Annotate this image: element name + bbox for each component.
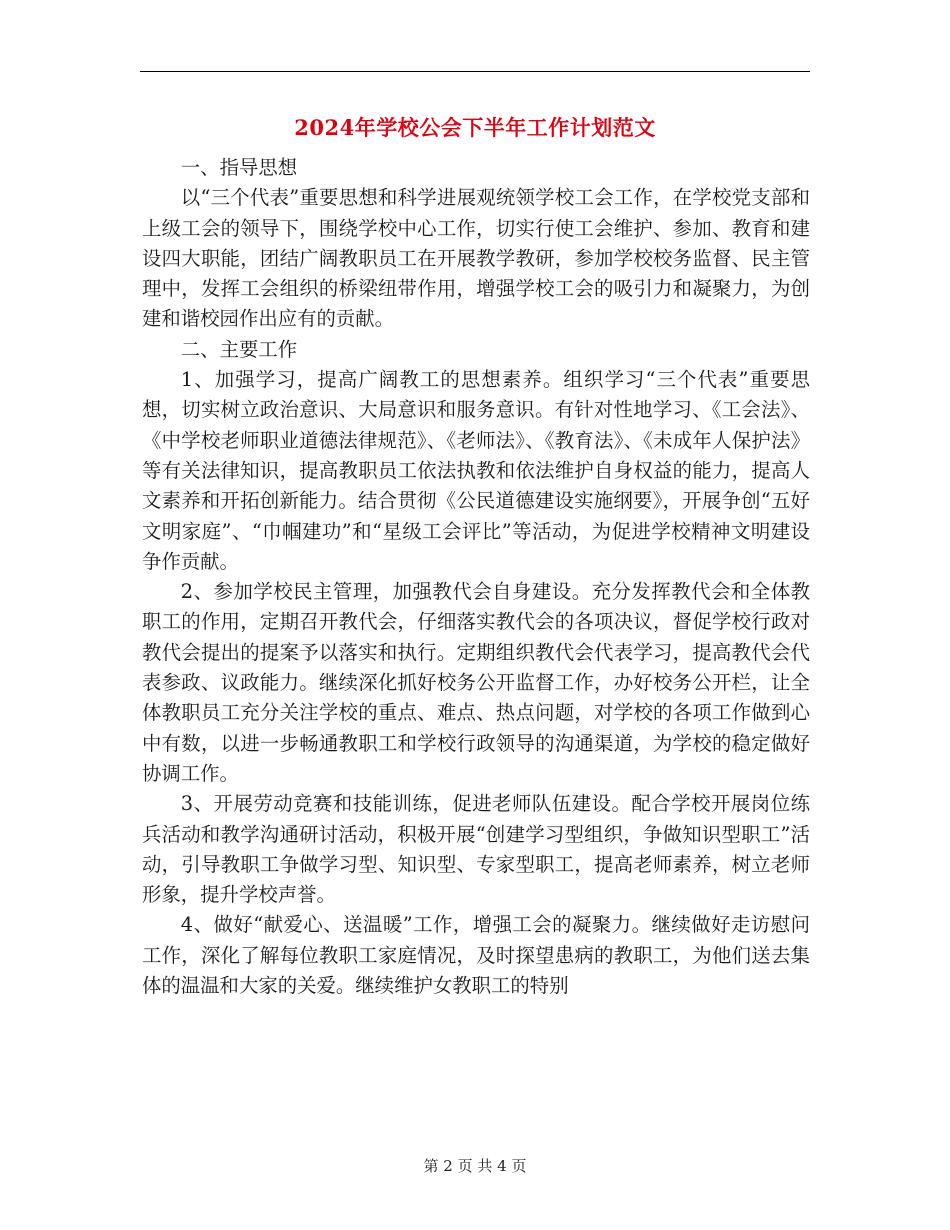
document-title: 2024年学校公会下半年工作计划范文	[294, 115, 656, 140]
header-rule	[140, 71, 810, 72]
paragraph: 以“三个代表”重要思想和科学进展观统领学校工会工作，在学校党支部和上级工会的领导下，围绕学校中心工作，切实行使工会维护、参加、教育和建设四大职能，团结广阔教职员工在开展教学教研，参加学校校务监督、民主管理中，发挥工会组织的桥梁纽带作用，增强学校工会的吸引力和凝聚力，为创建和谐校园作出应有的贡献。	[142, 186, 810, 331]
paragraph: 1、加强学习，提高广阔教工的思想素养。组织学习“三个代表”重要思想，切实树立政治意识、大局意识和服务意识。有针对性地学习、《工会法》、《中学校老师职业道德法律规范》、《老师法》、《教育法》、《未成年人保护法》等有关法律知识，提高教职员工依法执教和依法维护自身权益的能力，提高人文素养和开拓创新能力。结合贯彻《公民道德建设实施纲要》，开展争创“五好文明家庭”、“巾帼建功”和“星级工会评比”等活动，为促进学校精神文明建设争作贡献。	[142, 368, 810, 573]
document-body	[142, 153, 810, 1001]
paragraph: 3、开展劳动竞赛和技能训练，促进老师队伍建设。配合学校开展岗位练兵活动和教学沟通研讨活动，积极开展“创建学习型组织，争做知识型职工”活动，引导教职工争做学习型、知识型、专家型职工，提高老师素养，树立老师形象，提升学校声誉。	[142, 792, 810, 907]
heading-guiding-thought: 一、指导思想	[180, 156, 298, 179]
paragraph: 2、参加学校民主管理，加强教代会自身建设。充分发挥教代会和全体教职工的作用，定期召开教代会，仔细落实教代会的各项决议，督促学校行政对教代会提出的提案予以落实和执行。定期组织教代会代表学习，提高教代会代表参政、议政能力。继续深化抓好校务公开监督工作，办好校务公开栏，让全体教职员工充分关注学校的重点、难点、热点问题，对学校的各项工作做到心中有数，以进一步畅通教职工和学校行政领导的沟通渠道，为学校的稳定做好协调工作。	[142, 580, 810, 785]
page-number: 第 2 页 共 4 页	[423, 1157, 527, 1175]
paragraph: 4、做好“献爱心、送温暖”工作，增强工会的凝聚力。继续做好走访慰问工作，深化了解每位教职工家庭情况，及时探望患病的教职工，为他们送去集体的温温和大家的关爱。继续维护女教职工的特别	[142, 913, 810, 998]
heading-main-work: 二、主要工作	[180, 337, 298, 361]
